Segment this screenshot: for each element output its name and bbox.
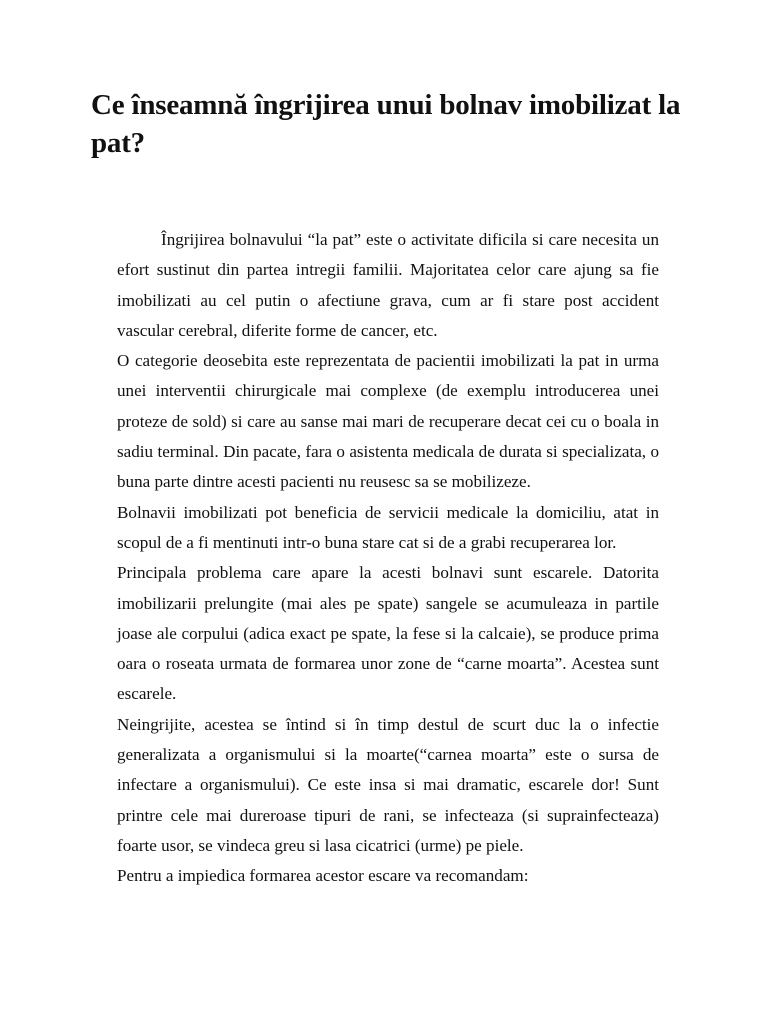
paragraph-untreated: Neingrijite, acestea se întind si în timp destul de scurt duc la o infectie generalizata a organismului si la moarte(“carnea moarta” este o sursa de infectare a organismului). Ce este insa si mai dramatic, escarele dor! Sunt printre cele mai dureroase tipuri de rani, se infecteaza (si suprainfecteaza) foarte usor, se vindeca greu si lasa cicatrici (urme) pe piele. [117, 714, 659, 855]
paragraph-bedsores: Principala problema care apare la acesti bolnavi sunt escarele. Datorita imobilizarii prelungite (mai ales pe spate) sangele se acumuleaza in partile joase ale corpului (adica exact pe spate, la fese si la calcaie), se produce prima oara o roseata urmata de formarea unor zone de “carne moarta”. Acestea sunt escarele. [117, 563, 659, 704]
paragraph-recommendation: Pentru a impiedica formarea acestor escare va recomandam: [117, 866, 529, 886]
document-body [117, 225, 659, 892]
paragraph-home-care: Bolnavii imobilizati pot beneficia de servicii medicale la domiciliu, atat in scopul de a fi mentinuti intr-o buna stare cat si de a grabi recuperarea lor. [117, 502, 659, 552]
paragraph-intro: Îngrijirea bolnavului “la pat” este o activitate dificila si care necesita un efort sustinut din partea intregii familii. Majoritatea celor care ajung sa fie imobilizati au cel putin o afectiune grava, cum ar fi stare post accident vascular cerebral, diferite forme de cancer, etc. [117, 230, 659, 340]
page-title: Ce înseamnă îngrijirea unui bolnav imobilizat la pat? [91, 89, 681, 159]
paragraph-category: O categorie deosebita este reprezentata de pacientii imobilizati la pat in urma unei interventii chirurgicale mai complexe (de exemplu introducerea unei proteze de sold) si care au sanse mai mari de recuperare decat cei cu o boala in sadiu terminal. Din pacate, fara o asistenta medicala de durata si specializata, o buna parte dintre acesti pacienti nu reusesc sa se mobilizeze. [117, 351, 659, 492]
